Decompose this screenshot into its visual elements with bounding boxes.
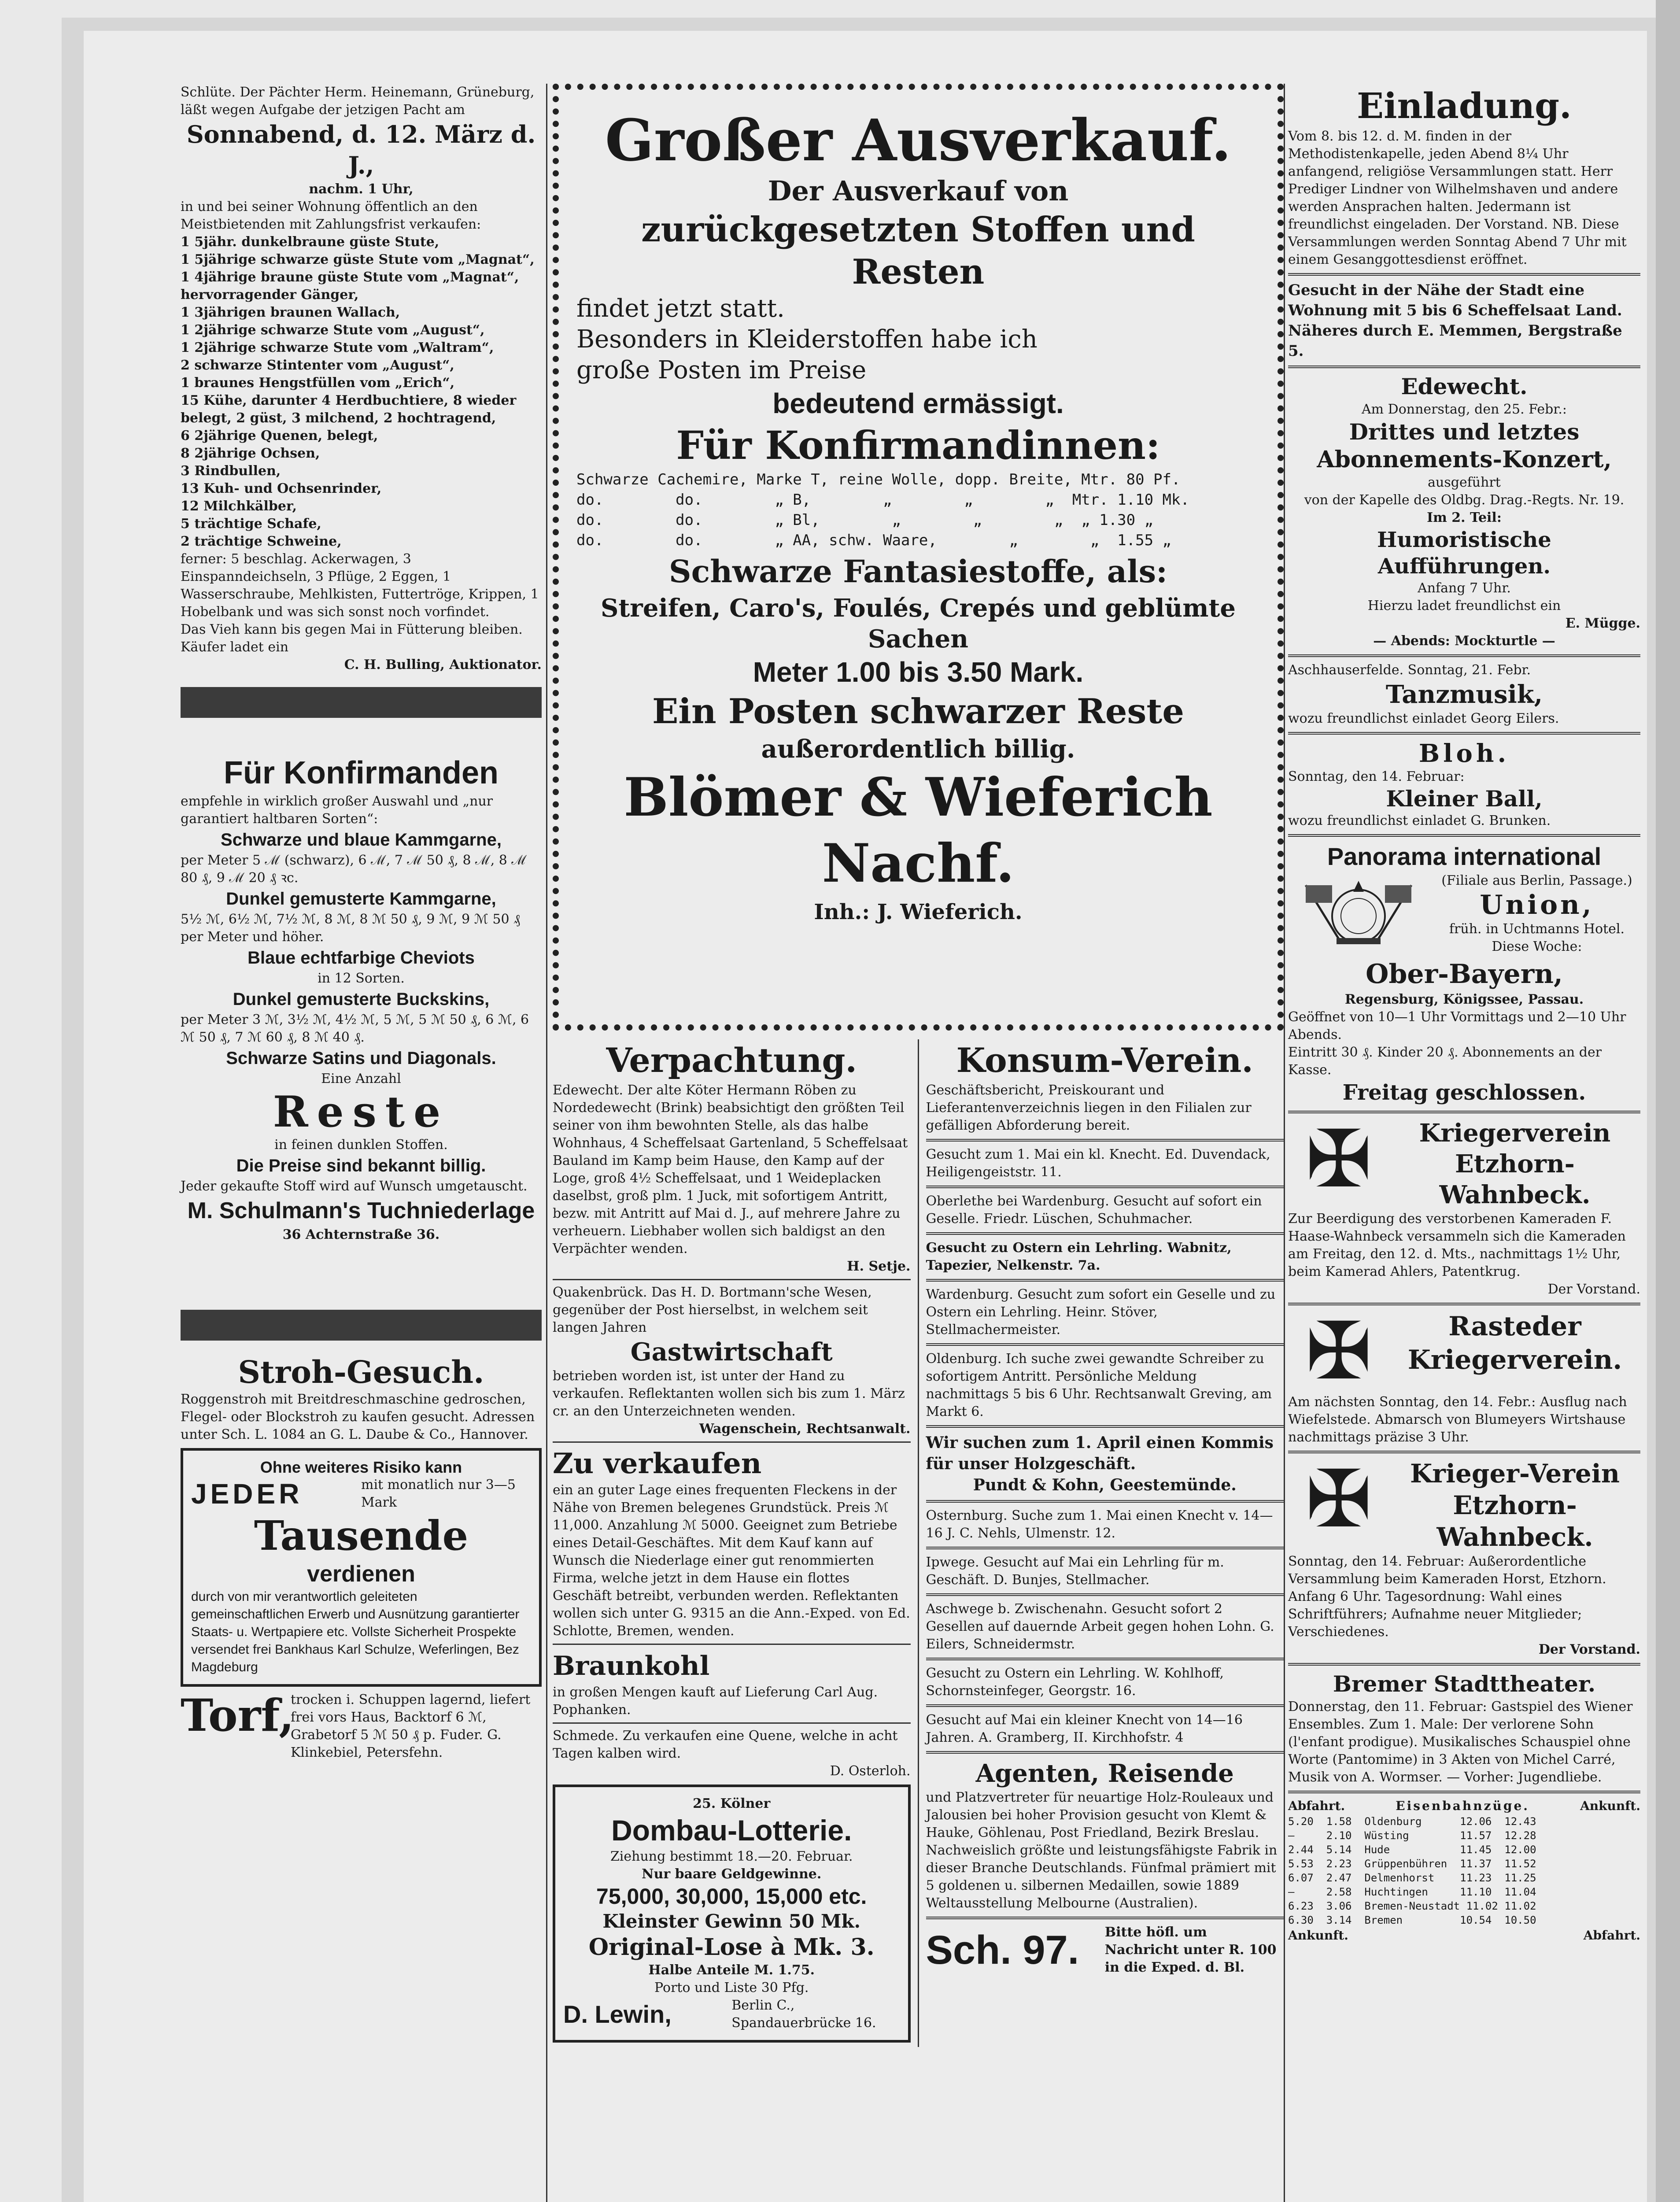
- ausverkauf-ad: [553, 84, 1284, 1031]
- panorama-text: [1433, 872, 1640, 957]
- timetable: [1288, 1798, 1640, 1944]
- price-row: do. do. „ Bl, „ „ „ „ 1.30 „: [576, 511, 1154, 529]
- panorama-union: Union,: [1480, 890, 1594, 920]
- dombau-prizes: 75,000, 30,000, 15,000 etc.: [596, 1884, 867, 1909]
- ausverkauf-line: Der Ausverkauf von: [768, 175, 1069, 207]
- iron-cross-icon: ✠: [1305, 1453, 1372, 1545]
- edewecht-line: Anfang 7 Uhr.: [1418, 580, 1511, 596]
- auction-time: nachm. 1 Uhr,: [309, 181, 414, 197]
- ausverkauf-meter: Meter 1.00 bis 3.50 Mark.: [753, 656, 1084, 688]
- auction-date: Sonnabend, d. 12. März d. J.,: [186, 120, 536, 179]
- verpachtung-text: Edewecht. Der alte Köter Hermann Röben zu Nordedewecht (Brink) beabsichtigt den größten Teil seiner von ihm bewohnten Stelle, als das halbe Wohnhaus, 4 Scheffelsaat Gartenland, 5 Scheffelsaat Bauland im Kamp beim Hause, den Kamp auf der Loge, groß 4½ Scheffelsaat, und 1 Weideplacken daselbst, groß plm. 1 Juck, mit sofortigem Antritt, bezw. mit Antritt auf Mai d. J., auf mehrere Jahre zu verheuern. Liebhaber wollen sich baldigst an den Verpächter wenden.: [553, 1083, 908, 1256]
- ausverkauf-title: Großer Ausverkauf.: [605, 107, 1232, 174]
- konf-line: Dunkel gemusterte Buckskins,: [233, 990, 490, 1009]
- auction-signature: C. H. Bulling, Auktionator.: [344, 657, 542, 672]
- risiko-verdienen: verdienen: [307, 1561, 415, 1587]
- timetable-row: — 2.58 Huchtingen 11.10 11.04: [1288, 1886, 1536, 1898]
- divider: [1288, 1663, 1640, 1666]
- dombau-line: Halbe Anteile M. 1.75.: [648, 1962, 815, 1978]
- middle-subcolumns: [553, 1039, 1284, 2047]
- auction-item: 13 Kuh- und Ochsenrinder,: [181, 481, 382, 496]
- divider: [1288, 273, 1640, 276]
- konf-line: per Meter 5 ℳ (schwarz), 6 ℳ, 7 ℳ 50 ₰, 8 ℳ, 8 ℳ 80 ₰, 9 ℳ 20 ₰ ꝛc.: [181, 853, 527, 886]
- dombau-lewin: D. Lewin,: [563, 2000, 672, 2028]
- job-ad: Oldenburg. Ich suche zwei gewandte Schreiber zu sofortigem Antritt. Persönliche Meldung nachmittags 5 bis 6 Uhr. Rechtsanwalt Greving, am Markt 6.: [926, 1351, 1272, 1419]
- tanz-signature: wozu freundlichst einladet Georg Eilers.: [1288, 711, 1559, 726]
- bloh-title: Bloh.: [1418, 739, 1510, 768]
- verkaufen-text: ein an guter Lage eines frequenten Fleckens in der Nähe von Bremen belegenes Grundstück. Preis ℳ 11,000. Anzahlung ℳ 5000. Geeignet zum Betriebe eines Detail-Geschäftes. Mit dem Kauf kann auf Wunsch die Niederlage einer gut renommierten Firma, welche jetzt in dem Hause ein flottes Geschäft betreibt, verbunden werden. Reflektanten wollen sich unter G. 9315 an die Ann.-Exped. von Ed. Schlotte, Bremen, wenden.: [553, 1482, 910, 1639]
- ausverkauf-line: Streifen, Caro's, Foulés, Crepés und geblümte Sachen: [601, 594, 1236, 654]
- edewecht-line: von der Kapelle des Oldbg. Drag.-Regts. Nr. 19.: [1304, 492, 1625, 508]
- torf-text: trocken i. Schuppen lagernd, liefert frei vors Haus, Backtorf 6 ℳ, Grabetorf 5 ℳ 50 ₰ p. Fuder. G. Klinkebiel, Petersfehn.: [291, 1692, 531, 1760]
- auction-item: 2 trächtige Schweine,: [181, 534, 342, 549]
- auction-item: 1 4jährige braune güste Stute vom „Magnat“, hervorragender Gänger,: [181, 270, 519, 303]
- braunkohl-title: Braunkohl: [553, 1651, 710, 1681]
- price-row: do. do. „ B, „ „ „ Mtr. 1.10 Mk.: [576, 491, 1189, 509]
- job-ad: Ipwege. Gesucht auf Mai ein Lehrling für m. Geschäft. D. Bunjes, Stellmacher.: [926, 1555, 1224, 1588]
- konfirmanden-ad: [181, 753, 542, 1244]
- edewecht-line: Hierzu ladet freundlichst ein: [1367, 598, 1561, 613]
- kv2-title: Rasteder Kriegerverein.: [1407, 1311, 1622, 1375]
- timetable-row: 5.20 1.58 Oldenburg 12.06 12.43: [1288, 1815, 1536, 1828]
- gastwirtschaft-text: betrieben worden ist, ist unter der Hand zu verkaufen. Reflektanten wollen sich bis zum 1. März cr. an den Unterzeichneten wenden.: [553, 1368, 905, 1419]
- divider: [926, 1139, 1284, 1142]
- theater-title: Bremer Stadttheater.: [1333, 1671, 1596, 1697]
- auction-item: 12 Milchkälber,: [181, 499, 297, 514]
- konf-line: Schwarze Satins und Diagonals.: [226, 1049, 496, 1068]
- stroh-text: Roggenstroh mit Breitdreschmaschine gedroschen, Flegel- oder Blockstroh zu kaufen gesucht. Adressen unter Sch. L. 1084 an G. L. Daube & Co., Hannover.: [181, 1392, 535, 1442]
- dombau-title: Dombau-Lotterie.: [611, 1814, 852, 1847]
- stroh-ad: [181, 1354, 542, 1444]
- timetable-row: 5.53 2.23 Grüppenbühren 11.37 11.52: [1288, 1858, 1536, 1870]
- kv1-text: Zur Beerdigung des verstorbenen Kameraden F. Haase-Wahnbeck versammeln sich die Kameraden am Freitag, den 12. d. Mts., nachmittags 1½ Uhr, beim Kamerad Ahlers, Patentkrug.: [1288, 1211, 1626, 1279]
- risiko-tausende: Tausende: [254, 1512, 469, 1559]
- timetable-row: 2.44 5.14 Hude 11.45 12.00: [1288, 1844, 1536, 1856]
- kv2-text: Am nächsten Sonntag, den 14. Febr.: Ausflug nach Wiefelstede. Abmarsch von Blumeyers Wirtshause nachmittags präzise 3 Uhr.: [1288, 1394, 1627, 1445]
- divider: [1288, 1791, 1640, 1793]
- edewecht-line: ausgeführt: [1428, 475, 1501, 490]
- kv3-signature: Der Vorstand.: [1538, 1642, 1640, 1657]
- auction-item: 2 schwarze Stintenter vom „August“,: [181, 358, 454, 373]
- risiko-text: durch von mir verantwortlich geleiteten gemeinschaftlichen Erwerb und Ausnützung garantierter Staats- u. Wertpapiere etc. Vollste Sicherheit Prospekte versendet frei Bankhaus Karl Schulze, Weferlingen, Bez Magdeburg: [191, 1589, 520, 1674]
- konf-intro: empfehle in wirklich großer Auswahl und „nur garantiert haltbaren Sorten“:: [181, 794, 493, 827]
- gastwirtschaft-title: Gastwirtschaft: [630, 1337, 833, 1367]
- verkaufen-title: Zu verkaufen: [553, 1447, 762, 1480]
- panorama-emblem: [1288, 872, 1433, 957]
- verpachtung-signature: H. Setje.: [847, 1259, 911, 1274]
- schmede-text: Schmede. Zu verkaufen eine Quene, welche in acht Tagen kalben wird.: [553, 1728, 898, 1761]
- dombau-line: Ziehung bestimmt 18.—20. Februar.: [610, 1849, 853, 1864]
- ausverkauf-line: außerordentlich billig.: [761, 735, 1075, 764]
- auction-item: 5 trächtige Schafe,: [181, 516, 321, 532]
- konf-line: Eine Anzahl: [321, 1071, 401, 1086]
- job-ad: Osternburg. Suche zum 1. Mai einen Knecht v. 14—16 J. C. Nehls, Ulmenstr. 12.: [926, 1508, 1273, 1541]
- kv1-signature: Der Vorstand.: [1547, 1282, 1640, 1297]
- panorama-line: früh. in Uchtmanns Hotel. Diese Woche:: [1449, 921, 1625, 954]
- job-ad: Gesucht auf Mai ein kleiner Knecht von 14—16 Jahren. A. Gramberg, II. Kirchhofstr. 4: [926, 1712, 1243, 1745]
- konf-line: in feinen dunklen Stoffen.: [274, 1137, 448, 1153]
- price-row: Schwarze Cachemire, Marke T, reine Wolle, dopp. Breite, Mtr. 80 Pf.: [576, 471, 1181, 488]
- binding-edge: [1656, 0, 1680, 2202]
- divider: [926, 1343, 1284, 1346]
- auction-item: 1 2jährige schwarze Stute vom „August“,: [181, 322, 485, 338]
- dombau-lotterie-ad: [553, 1785, 911, 2043]
- bloh-line: wozu freundlichst einladet G. Brunken.: [1288, 813, 1551, 828]
- panorama-oberbayern: Ober-Bayern,: [1366, 959, 1563, 990]
- ausverkauf-konfirmandinnen: Für Konfirmandinnen:: [676, 422, 1160, 468]
- konf-line: Dunkel gemusterte Kammgarne,: [226, 889, 496, 909]
- job-ad: Gesucht zum 1. Mai ein kl. Knecht. Ed. Duvendack, Heiligengeiststr. 11.: [926, 1147, 1270, 1180]
- divider: [1288, 732, 1640, 735]
- divider: [926, 1917, 1284, 1919]
- timetable-footer-left: Ankunft.: [1288, 1928, 1348, 1943]
- sch97-text: Bitte höfl. um Nachricht unter R. 100 in die Exped. d. Bl.: [1104, 1925, 1277, 1975]
- konf-line: per Meter 3 ℳ, 3½ ℳ, 4½ ℳ, 5 ℳ, 5 ℳ 50 ₰, 6 ℳ, 6 ℳ 50 ₰, 7 ℳ 60 ₰, 8 ℳ 40 ₰.: [181, 1012, 529, 1045]
- dombau-line: Kleinster Gewinn 50 Mk.: [602, 1910, 861, 1932]
- column-middle: [553, 84, 1284, 2047]
- konf-title: Für Konfirmanden: [224, 755, 498, 791]
- timetable-row: 6.23 3.06 Bremen-Neustadt 11.02 11.02: [1288, 1900, 1536, 1912]
- auction-item: 6 2jährige Quenen, belegt,: [181, 428, 378, 443]
- auction-item: 1 5jähr. dunkelbraune güste Stute,: [181, 234, 439, 250]
- separator-bar: [181, 1310, 542, 1341]
- divider: [926, 1547, 1284, 1549]
- divider: [1288, 654, 1640, 657]
- konf-line: 5½ ℳ, 6½ ℳ, 7½ ℳ, 8 ℳ, 8 ℳ 50 ₰, 9 ℳ, 9 ℳ 50 ₰ per Meter und höher.: [181, 912, 521, 945]
- auction-intro: Schlüte. Der Pächter Herm. Heinemann, Grüneburg, läßt wegen Aufgabe der jetzigen Pacht am: [181, 85, 535, 118]
- agenten-title: Agenten, Reisende: [975, 1759, 1234, 1788]
- firm-owner: Inh.: J. Wieferich.: [814, 900, 1023, 924]
- dombau-line: Porto und Liste 30 Pfg.: [654, 1980, 809, 1995]
- theater-text: Donnerstag, den 11. Februar: Gastspiel des Wiener Ensembles. Zum 1. Male: Der verlorene Sohn (l'enfant prodigue). Musikalisches Schauspiel ohne Worte (Pantomime) in 3 Akten von Michel Carré, Musik von A. Wormser. — Vorher: Jugendliebe.: [1288, 1699, 1633, 1785]
- torf-ad: [181, 1691, 542, 1762]
- price-row: do. do. „ AA, schw. Waare, „ „ 1.55 „: [576, 532, 1172, 549]
- divider: [926, 1500, 1284, 1503]
- flags-emblem-icon: [1288, 872, 1429, 956]
- edewecht-line: — Abends: Mockturtle —: [1373, 633, 1555, 649]
- risiko-line: mit monatlich nur 3—5 Mark: [361, 1477, 516, 1510]
- iron-cross-icon: ✠: [1305, 1113, 1372, 1205]
- konsum-title: Konsum-Verein.: [956, 1041, 1253, 1080]
- kriegerverein-3: [1288, 1453, 1640, 1553]
- panorama-line: Regensburg, Königssee, Passau.: [1344, 992, 1584, 1007]
- dombau-line: Original-Lose à Mk. 3.: [588, 1934, 875, 1961]
- edewecht-line: Drittes und letztes: [1349, 419, 1580, 445]
- auction-item: 1 5jährige schwarze güste Stute vom „Magnat“,: [181, 252, 535, 267]
- auction-item: 8 2jährige Ochsen,: [181, 446, 320, 461]
- separator-bar: [181, 687, 542, 718]
- auction-notice: [181, 84, 542, 674]
- edewecht-line: Am Donnerstag, den 25. Febr.:: [1362, 402, 1567, 417]
- divider: [553, 1279, 911, 1280]
- tanz-header: Aschhauserfelde. Sonntag, 21. Febr.: [1288, 662, 1531, 678]
- job-ad: Oberlethe bei Wardenburg. Gesucht auf sofort ein Geselle. Friedr. Lüschen, Schuhmacher.: [926, 1193, 1262, 1227]
- kv1-title: Kriegerverein Etzhorn-Wahnbeck.: [1419, 1119, 1611, 1209]
- edewecht-line: Humoristische Aufführungen.: [1377, 528, 1551, 579]
- schmede-signature: D. Osterloh.: [830, 1763, 911, 1779]
- dombau-line: 25. Kölner: [693, 1796, 771, 1811]
- iron-cross-icon: ✠: [1305, 1305, 1372, 1397]
- divider: [926, 1279, 1284, 1282]
- job-ad: Gesucht zu Ostern ein Lehrling. Wabnitz, Tapezier, Nelkenstr. 7a.: [926, 1240, 1232, 1273]
- ausverkauf-line: große Posten im Preise: [576, 356, 867, 384]
- konf-line: Blaue echtfarbige Cheviots: [247, 948, 475, 968]
- auction-item: 1 2jährige schwarze Stute vom „Waltram“,: [181, 340, 494, 355]
- konsum-text: Geschäftsbericht, Preiskourant und Lieferantenverzeichnis liegen in den Filialen zur gefälligen Abforderung bereit.: [926, 1083, 1252, 1133]
- kv3-title: Krieger-Verein Etzhorn-Wahnbeck.: [1410, 1459, 1620, 1552]
- gesucht-text: Gesucht in der Nähe der Stadt eine Wohnung mit 5 bis 6 Scheffelsaat Land. Näheres durch E. Memmen, Bergstraße 5.: [1288, 281, 1622, 360]
- kriegerverein-1: [1288, 1113, 1640, 1210]
- auction-extra: ferner: 5 beschlag. Ackerwagen, 3 Einspanndeichseln, 3 Pflüge, 2 Eggen, 1 Wasserschraube, Mehlkisten, Futtertröge, Krippen, 1 Hobelbank und was sich sonst noch vorfindet.: [181, 551, 539, 620]
- timetable-header-left: Abfahrt.: [1288, 1799, 1345, 1813]
- timetable-footer-right: Abfahrt.: [1583, 1928, 1640, 1943]
- ausverkauf-reduced: bedeutend ermässigt.: [772, 388, 1064, 419]
- timetable-row: 6.30 3.14 Bremen 10.54 10.50: [1288, 1914, 1536, 1926]
- verpachtung-title: Verpachtung.: [606, 1041, 857, 1080]
- konf-line: Schwarze und blaue Kammgarne,: [221, 830, 502, 850]
- risiko-jeder: JEDER: [191, 1478, 303, 1510]
- ausverkauf-posten: Ein Posten schwarzer Reste: [652, 691, 1185, 732]
- panorama-title: Panorama international: [1327, 842, 1602, 870]
- tanz-title: Tanzmusik,: [1385, 680, 1543, 709]
- bloh-line: Kleiner Ball,: [1386, 786, 1543, 812]
- kv3-text: Sonntag, den 14. Februar: Außerordentliche Versammlung beim Kameraden Horst, Etzhorn. Anfang 6 Uhr. Tagesordnung: Wahl eines Schriftführers; Aufnahme neuer Mitglieder; Verschiedenes.: [1288, 1554, 1606, 1640]
- auction-item: 1 3jährigen braunen Wallach,: [181, 305, 400, 320]
- timetable-row: — 2.10 Wüsting 11.57 12.28: [1288, 1829, 1536, 1842]
- divider: [926, 1593, 1284, 1596]
- job-ad: Gesucht zu Ostern ein Lehrling. W. Kohlhoff, Schornsteinfeger, Georgstr. 16.: [926, 1666, 1224, 1699]
- middle-right-subcolumn: [918, 1039, 1284, 2047]
- panorama-body: [1288, 872, 1640, 957]
- timetable-title: Eisenbahnzüge.: [1396, 1799, 1530, 1813]
- auction-item: 15 Kühe, darunter 4 Herdbuchtiere, 8 wieder belegt, 2 güst, 3 milchend, 2 hochtragend,: [181, 393, 517, 426]
- schulmann-firm: M. Schulmann's Tuchniederlage: [187, 1198, 535, 1223]
- kriegerverein-2: [1288, 1305, 1640, 1397]
- braunkohl-text: in großen Mengen kauft auf Lieferung Carl Aug. Pophanken.: [553, 1685, 878, 1718]
- bloh-line: Sonntag, den 14. Februar:: [1288, 769, 1465, 784]
- ausverkauf-line: zurückgesetzten Stoffen und Resten: [641, 210, 1195, 292]
- auction-item: 1 braunes Hengstfüllen vom „Erich“,: [181, 375, 455, 391]
- divider: [926, 1658, 1284, 1660]
- divider: [926, 1425, 1284, 1428]
- edewecht-line: E. Mügge.: [1565, 616, 1640, 631]
- edewecht-line: Abonnements-Konzert,: [1317, 446, 1612, 473]
- konf-line: Jeder gekaufte Stoff wird auf Wunsch umgetauscht.: [181, 1179, 528, 1194]
- divider: [1288, 366, 1640, 368]
- auction-text: in und bei seiner Wohnung öffentlich an den Meistbietenden mit Zahlungsfrist verkaufen:: [181, 199, 481, 232]
- konf-line: in 12 Sorten.: [318, 971, 405, 986]
- column-left: [181, 84, 542, 1762]
- einladung-text: Vom 8. bis 12. d. M. finden in der Methodistenkapelle, jeden Abend 8¼ Uhr anfangend, religiöse Versammlungen statt. Herr Prediger Lindner von Wilhelmshaven und andere werden Ansprachen halten. Jedermann ist freundlichst eingeladen. Der Vorstand. NB. Diese Versammlungen werden Sonntag Abend 7 Uhr mit einem Gesanggottesdienst eröffnet.: [1288, 129, 1627, 267]
- torf-title: Torf,: [181, 1689, 294, 1741]
- schulmann-address: 36 Achternstraße 36.: [282, 1227, 440, 1242]
- divider: [926, 1186, 1284, 1188]
- divider: [926, 1704, 1284, 1707]
- job-ad: Aschwege b. Zwischenahn. Gesucht sofort 2 Gesellen auf dauernde Arbeit gegen hohen Lohn. G. Eilers, Schneidermstr.: [926, 1601, 1274, 1652]
- reste-headline: Reste: [273, 1087, 450, 1137]
- gastwirtschaft-signature: Wagenschein, Rechtsanwalt.: [699, 1421, 911, 1437]
- risiko-line: Ohne weiteres Risiko kann: [260, 1458, 462, 1476]
- panorama-line: (Filiale aus Berlin, Passage.): [1441, 873, 1632, 888]
- panorama-line: Geöffnet von 10—1 Uhr Vormittags und 2—10 Uhr Abends.: [1288, 1009, 1626, 1042]
- timetable-row: 6.07 2.47 Delmenhorst 11.23 11.25: [1288, 1872, 1536, 1884]
- auction-note: Das Vieh kann bis gegen Mai in Fütterung bleiben.: [181, 622, 523, 637]
- job-ad: Wardenburg. Gesucht zum sofort ein Geselle und zu Ostern ein Lehrling. Heinr. Stöver, Stellmachermeister.: [926, 1287, 1276, 1337]
- panorama-line: Eintritt 30 ₰. Kinder 20 ₰. Abonnements an der Kasse.: [1288, 1045, 1602, 1078]
- divider: [926, 1751, 1284, 1754]
- ausverkauf-line: findet jetzt statt.: [576, 294, 785, 323]
- risiko-ad: [181, 1448, 542, 1687]
- firm-name: Blömer & Wieferich Nachf.: [624, 766, 1213, 894]
- divider: [553, 1644, 911, 1645]
- dombau-address: Berlin C., Spandauerbrücke 16.: [731, 1998, 876, 2031]
- konf-line: Die Preise sind bekannt billig.: [236, 1156, 486, 1175]
- column-rule-2: [1284, 84, 1285, 2202]
- divider: [553, 1441, 911, 1443]
- auction-invite: Käufer ladet ein: [181, 639, 289, 655]
- pundt-ad: Wir suchen zum 1. April einen Kommis für unser Holzgeschäft.: [926, 1434, 1274, 1473]
- column-rule-1: [546, 84, 547, 2202]
- middle-left-subcolumn: [553, 1039, 911, 2047]
- dombau-line: Nur baare Geldgewinne.: [642, 1866, 822, 1882]
- pundt-signature: Pundt & Kohn, Geestemünde.: [973, 1476, 1237, 1494]
- timetable-header-right: Ankunft.: [1580, 1799, 1640, 1813]
- edewecht-line: Im 2. Teil:: [1427, 510, 1502, 525]
- einladung-title: Einladung.: [1357, 85, 1572, 126]
- ausverkauf-line: Besonders in Kleiderstoffen habe ich: [576, 325, 1038, 354]
- divider: [1288, 834, 1640, 837]
- divider: [553, 1722, 911, 1724]
- divider: [926, 1232, 1284, 1235]
- stroh-title: Stroh-Gesuch.: [238, 1354, 484, 1390]
- column-right: [1288, 84, 1640, 1944]
- gastwirtschaft-text: Quakenbrück. Das H. D. Bortmann'sche Wesen, gegenüber der Post hierselbst, in welchem seit langen Jahren: [553, 1285, 872, 1335]
- edewecht-title: Edewecht.: [1401, 373, 1528, 399]
- sch97-code: Sch. 97.: [926, 1928, 1079, 1973]
- panorama-closed: Freitag geschlossen.: [1342, 1080, 1586, 1105]
- agenten-text: und Platzvertreter für neuartige Holz-Rouleaux und Jalousien bei hoher Provision gesucht von Klemt & Hauke, Göhlenau, Post Friedland, Bezirk Breslau. Nachweislich größte und leistungsfähigste Fabrik in dieser Branche Deutschlands. Fünfmal prämiert mit 5 goldenen u. silbernen Medaillen, sowie 1889 Weltausstellung Melbourne (Australien).: [926, 1790, 1278, 1911]
- auction-item: 3 Rindbullen,: [181, 463, 281, 479]
- ausverkauf-fantasie: Schwarze Fantasiestoffe, als:: [669, 553, 1167, 590]
